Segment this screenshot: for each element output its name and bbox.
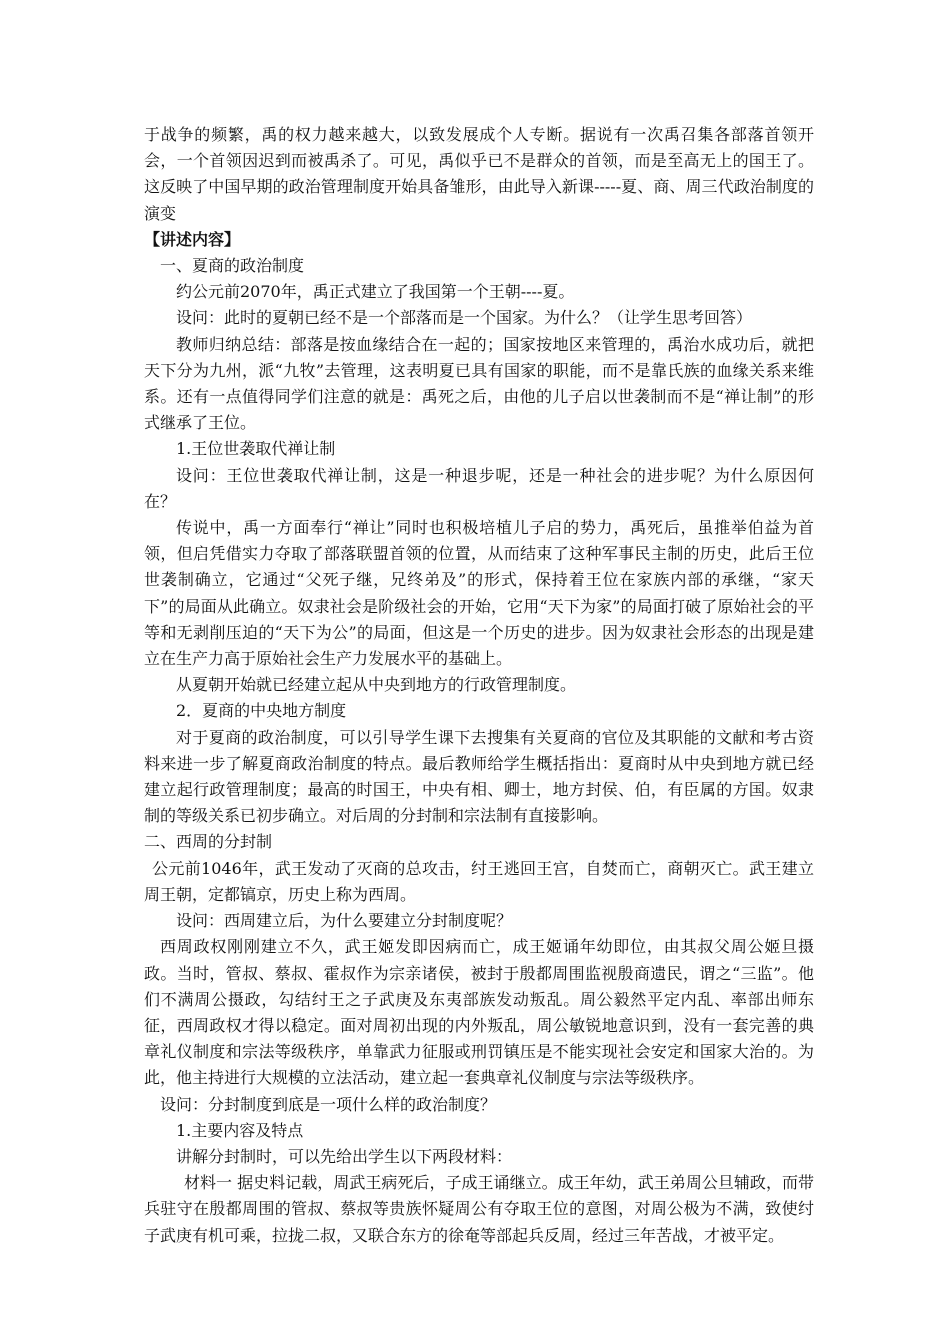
intro-paragraph: 于战争的频繁，禹的权力越来越大，以致发展成个人专断。据说有一次禹召集各部落首领开会，一个首领因迟到而被禹杀了。可见，禹似乎已不是群众的首领，而是至高无上的国王了。这反映了中国早期的政治管理制度开始具备雏形，由此导入新课-----夏、商、周三代政治制度的演变 bbox=[144, 125, 814, 223]
subheading-hereditary-throne: 1.王位世袭取代禅让制 bbox=[176, 439, 336, 459]
question-xia-state: 设问：此时的夏朝已经不是一个部落而是一个国家。为什么？（让学生思考回答） bbox=[176, 308, 753, 328]
paragraph-xia-shang-politics: 对于夏商的政治制度，可以引导学生课下去搜集有关夏商的官位及其职能的文献和考古资料来进一步了解夏商政治制度的特点。最后教师给学生概括指出：夏商时从中央到地方就已经建立起行政管理制度；最高的时国王，中央有相、卿士，地方封侯、伯，有臣属的方国。奴隶制的等级关系已初步确立。对后周的分封制和宗法制有直接影响。 bbox=[144, 727, 814, 826]
paragraph-explain-fengjian: 讲解分封制时，可以先给出学生以下两段材料： bbox=[176, 1146, 513, 1166]
paragraph-teacher-summary: 教师归纳总结：部落是按血缘结合在一起的；国家按地区来管理的，禹治水成功后，就把天下分为九州，派“九牧”去管理，这表明夏已具有国家的职能，而不是靠氏族的血缘关系来维系。还有一点值得同学们注意的就是：禹死之后，由他的儿子启以世袭制而不是“禅让制”的形式继承了王位。 bbox=[144, 334, 814, 433]
paragraph-administrative-system: 从夏朝开始就已经建立起从中央到地方的行政管理制度。 bbox=[176, 675, 577, 695]
paragraph-legend-yu: 传说中，禹一方面奉行“禅让”同时也积极培植儿子启的势力，禹死后，虽推举伯益为首领，但启凭借实力夺取了部落联盟首领的位置，从而结束了这种军事民主制的历史，此后王位世袭制确立，它通过“父死子继，兄终弟及”的形式，保持着王位在家族内部的承继，“家天下”的局面从此确立。奴隶社会是阶级社会的开始，它用“天下为家”的局面打破了原始社会的平等和无剥削压迫的“天下为公”的局面，但这是一个历史的进步。因为奴隶社会形态的出现是建立在生产力高于原始社会生产力发展水平的基础上。 bbox=[144, 518, 814, 669]
question-why-fengjian: 设问：西周建立后，为什么要建立分封制度呢？ bbox=[176, 911, 513, 931]
paragraph-wu-king: 公元前1046年，武王发动了灭商的总攻击，纣王逃回王宫，自焚而亡，商朝灭亡。武王建立周王朝，定都镐京，历史上称为西周。 bbox=[144, 858, 814, 904]
paragraph-xia-founding: 约公元前2070年，禹正式建立了我国第一个王朝----夏。 bbox=[176, 282, 575, 302]
question-hereditary-progress: 设问：王位世袭取代禅让制，这是一种退步呢，还是一种社会的进步呢？为什么原因何在？ bbox=[144, 465, 814, 511]
document-page bbox=[144, 0, 814, 1249]
top-margin bbox=[144, 0, 814, 122]
paragraph-material-one: 材料一 据史料记载，周武王病死后，子成王诵继立。成王年幼，武王弟周公旦辅政，而带兵驻守在殷都周围的管叔、蔡叔等贵族怀疑周公有夺取王位的意图，对周公极为不满，致使纣子武庚有机可乘，拉拢二叔，又联合东方的徐奄等部起兵反周，经过三年苦战，才被平定。 bbox=[144, 1173, 814, 1245]
paragraph-zhou-gong: 西周政权刚刚建立不久，武王姬发即因病而亡，成王姬诵年幼即位，由其叔父周公姬旦摄政。当时，管叔、蔡叔、霍叔作为宗亲诸侯，被封于殷都周围监视殷商遗民，谓之“三监”。他们不满周公摄政，勾结纣王之子武庚及东夷部族发动叛乱。周公毅然平定内乱、率部出师东征，西周政权才得以稳定。面对周初出现的内外叛乱，周公敏锐地意识到，没有一套完善的典章礼仪制度和宗法等级秩序，单靠武力征服或刑罚镇压是不能实现社会安定和国家大治的。为此，他主持进行大规模的立法活动，建立起一套典章礼仪制度与宗法等级秩序。 bbox=[144, 937, 814, 1088]
section-heading-xia-shang: 一、夏商的政治制度 bbox=[160, 256, 305, 276]
subheading-main-content: 1.主要内容及特点 bbox=[176, 1120, 304, 1140]
subheading-central-local: 2．夏商的中央地方制度 bbox=[176, 701, 347, 721]
section-heading-western-zhou: 二、西周的分封制 bbox=[144, 832, 273, 852]
section-heading-lecture-content: 【讲述内容】 bbox=[144, 229, 241, 249]
question-what-fengjian: 设问：分封制度到底是一项什么样的政治制度？ bbox=[160, 1094, 497, 1114]
